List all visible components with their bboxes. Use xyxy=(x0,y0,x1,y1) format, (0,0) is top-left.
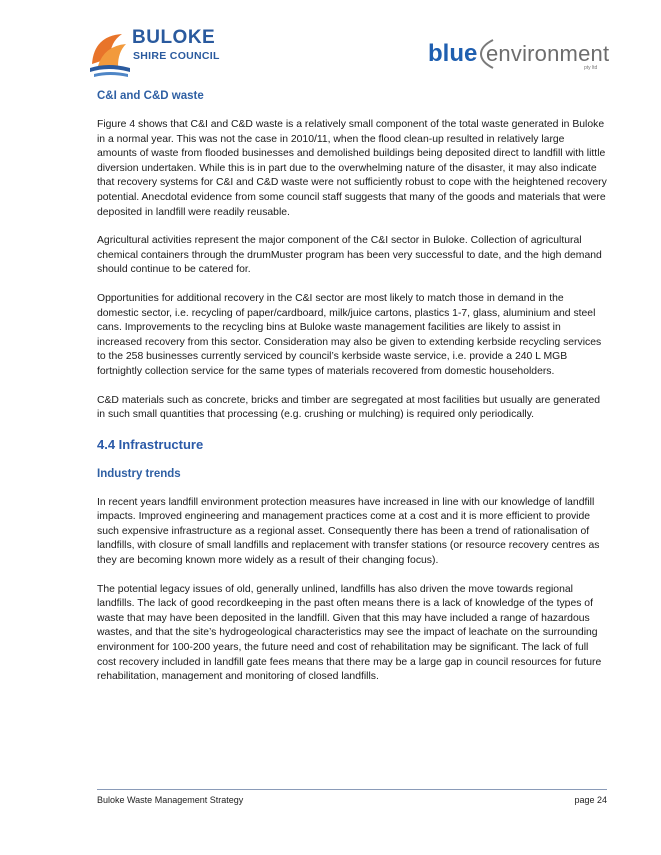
page-body xyxy=(97,88,607,685)
industry-trends-heading: Industry trends xyxy=(97,467,181,480)
paragraph-6: The potential legacy issues of old, generally unlined, landfills has also driven the move towards regional landfills. The lack of good recordkeeping in the past often means there is a lack of knowledge of the types of waste that may have been deposited in the landfill. Given that this may have included a range of hazardous wastes, and that the site’s hydrogeological characteristics may see the impact of leachate on the surrounding environment for 100-200 years, the future need and cost of rehabilitation may be significant. The lack of full cost recovery included in landfill gate fees means that there may be a large gap in council resources for future rehabilitation, management and monitoring of closed landfills. xyxy=(97,583,602,683)
council-logo-name: BULOKE xyxy=(132,27,216,48)
company-logo-suffix: pty ltd xyxy=(584,65,598,71)
infrastructure-heading: 4.4 Infrastructure xyxy=(97,436,204,452)
paragraph-4: C&D materials such as concrete, bricks and timber are segregated at most facilities but usually are generated in such small quantities that processing (e.g. crushing or mulching) is required only periodically. xyxy=(97,394,601,421)
paragraph-2: Agricultural activities represent the major component of the C&I sector in Buloke. Collection of agricultural chemical containers through the drumMuster program has been very successful to date, and the high demand should continue to be catered for. xyxy=(97,235,602,276)
company-logo-environment: environment xyxy=(486,41,610,66)
council-logo-subtitle: SHIRE COUNCIL xyxy=(133,50,220,62)
footer-divider xyxy=(97,789,607,790)
footer-page-number: page 24 xyxy=(574,795,607,805)
ci-cd-heading: C&I and C&D waste xyxy=(97,90,204,102)
paragraph-3: Opportunities for additional recovery in the C&I sector are most likely to match those in demand in the domestic sector, i.e. recycling of paper/cardboard, milk/juice cartons, plastics 1-7, glass, aluminium and steel cans. Improvements to the recycling bins at Buloke waste management facilities are likely to assist in increased recovery from this sector. Consideration may also be given to extending kerbside recycling services to the 258 businesses currently serviced by council’s kerbside waste service, i.e. provide a 240 L MGB fortnightly collection service for the same types of materials recovered from domestic householders. xyxy=(97,292,602,377)
paragraph-1: Figure 4 shows that C&I and C&D waste is a relatively small component of the total waste generated in Buloke in a normal year. This was not the case in 2010/11, when the flood clean-up resulted in relatively large amounts of waste from flooded businesses and demolished buildings being deposited direct to landfill with little diversion undertaken. While this is in part due to the overwhelming nature of the disaster, it may also indicate that recovery systems for C&I and C&D waste were not sufficiently robust to cope with the heightened recovery potential. Anecdotal evidence from some council staff suggests that many of the goods and materials that were deposited in landfill were readily reusable. xyxy=(97,119,607,218)
paragraph-5: In recent years landfill environment protection measures have increased in line with our knowledge of landfill impacts. Improved engineering and management practices come at a cost and it is more efficient to provide such expensive infrastructure as a regional asset. Consequently there has been a trend of rationalisation of landfills, with closure of small landfills and replacement with transfer stations (or resource recovery centres as they are becoming known more widely as a result of their changing focus). xyxy=(97,496,600,567)
company-logo-blue: blue xyxy=(428,40,478,67)
footer-doc-title: Buloke Waste Management Strategy xyxy=(97,795,244,805)
